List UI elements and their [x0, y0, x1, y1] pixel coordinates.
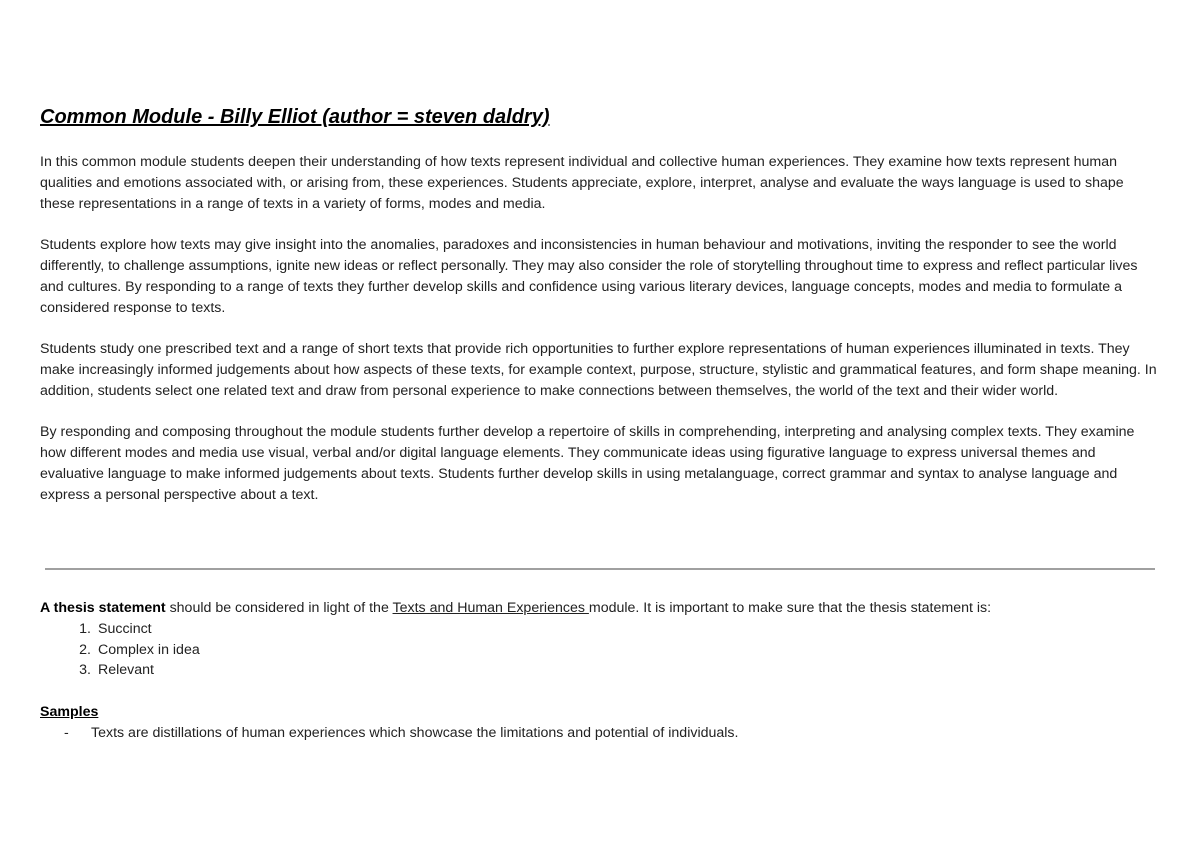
list-number: 2. [79, 641, 91, 658]
list-item [40, 640, 1160, 661]
list-item-text: Succinct [98, 620, 152, 637]
list-item [40, 660, 1160, 681]
page-title: Common Module - Billy Elliot (author = steven daldry) [40, 106, 550, 128]
document-body [40, 104, 1160, 526]
intro-paragraph: In this common module students deepen their understanding of how texts represent individual and collective human experiences. They examine how texts represent human qualities and emotions associated with, or arising from, these experiences. Students appreciate, explore, interpret, analyse and evaluate the ways language is used to shape these representations in a range of texts in a variety of forms, modes and media. [40, 154, 1124, 212]
list-number: 3. [79, 662, 91, 679]
list-item-text: Complex in idea [98, 641, 200, 658]
explore-paragraph: Students explore how texts may give insight into the anomalies, paradoxes and inconsistencies in human behaviour and motivations, inviting the responder to see the world differently, to challenge assumptions, ignite new ideas or reflect personally. They may also consider the role of storytelling throughout time to express and reflect particular lives and cultures. By responding to a range of texts they further develop skills and confidence using various literary devices, language concepts, modes and media to formulate a considered response to texts. [40, 237, 1138, 316]
samples-list [40, 723, 1160, 744]
horizontal-divider [45, 568, 1155, 570]
dash-marker: - [64, 724, 69, 741]
composing-paragraph: By responding and composing throughout the module students further develop a repertoire of skills in comprehending, interpreting and analysing complex texts. They examine how different modes and media use visual, verbal and/or digital language elements. They communicate ideas using figurative language to express universal themes and evaluative language to make informed judgements about texts. Students further develop skills in using metalanguage, correct grammar and syntax to analyse language and express a personal perspective about a text. [40, 424, 1135, 503]
list-item [40, 723, 1160, 744]
thesis-intro [40, 598, 1160, 619]
texts-human-experiences-link[interactable]: Texts and Human Experiences [392, 600, 589, 616]
list-item [40, 619, 1160, 640]
sample-text: Texts are distillations of human experiences which showcase the limitations and potential of individuals. [91, 724, 739, 741]
thesis-bold-lead: A thesis statement [40, 600, 166, 616]
thesis-text-before-link: should be considered in light of the [165, 600, 393, 616]
thesis-section [40, 598, 1160, 744]
list-number: 1. [79, 620, 91, 637]
samples-heading: Samples [40, 703, 99, 720]
study-paragraph: Students study one prescribed text and a range of short texts that provide rich opportunities to further explore representations of human experiences illuminated in texts. They make increasingly informed judgements about how aspects of these texts, for example context, purpose, structure, stylistic and grammatical features, and form shape meaning. In addition, students select one related text and draw from personal experience to make connections between themselves, the world of the text and their wider world. [40, 341, 1157, 399]
criteria-list [40, 619, 1160, 681]
thesis-text-after-link: module. It is important to make sure that the thesis statement is: [588, 600, 992, 616]
list-item-text: Relevant [98, 662, 154, 679]
